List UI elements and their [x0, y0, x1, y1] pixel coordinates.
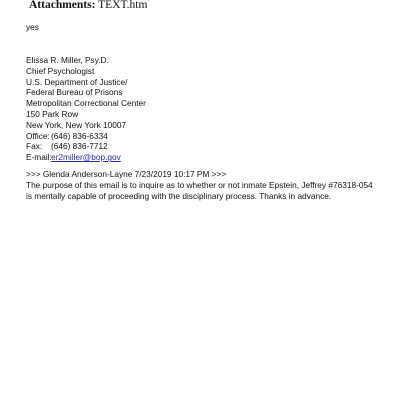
- signature-name: Elissa R. Miller, Psy.D.: [26, 55, 109, 65]
- quoted-message: [26, 169, 374, 201]
- signature-city: New York, New York 10007: [26, 119, 127, 130]
- signature-facility: Metropolitan Correctional Center: [26, 98, 146, 109]
- signature-email: [26, 152, 146, 163]
- signature-office-phone: [26, 131, 146, 142]
- fax-label: Fax:: [26, 141, 43, 152]
- office-label: Office:: [26, 130, 50, 141]
- signature-fax: [26, 141, 146, 152]
- attachments-line: [29, 0, 147, 12]
- signature-bureau: Federal Bureau of Prisons: [26, 87, 123, 98]
- reply-text: yes: [26, 22, 39, 32]
- attachments-value[interactable]: TEXT.htm: [98, 0, 148, 11]
- quoted-header: >>> Glenda Anderson-Layne 7/23/2019 10:17 PM >>>: [26, 169, 227, 179]
- signature-street: 150 Park Row: [26, 108, 79, 119]
- email-label: E-mail:: [26, 152, 52, 163]
- email-link[interactable]: er2miller@bop.gov: [51, 152, 121, 163]
- attachments-label: Attachments:: [29, 0, 96, 11]
- fax-value: (646) 836-7712: [51, 141, 108, 152]
- quoted-body: The purpose of this email is to inquire as to whether or not inmate Epstein, Jeffrey #76318-054 is mentally capable of proceeding with the disciplinary process. Thanks in advance.: [26, 179, 373, 201]
- office-phone-value: (646) 836-6334: [51, 130, 108, 141]
- signature-department: U.S. Department of Justice/: [26, 76, 128, 87]
- email-signature: [26, 55, 146, 163]
- signature-title: Chief Psychologist: [26, 65, 95, 76]
